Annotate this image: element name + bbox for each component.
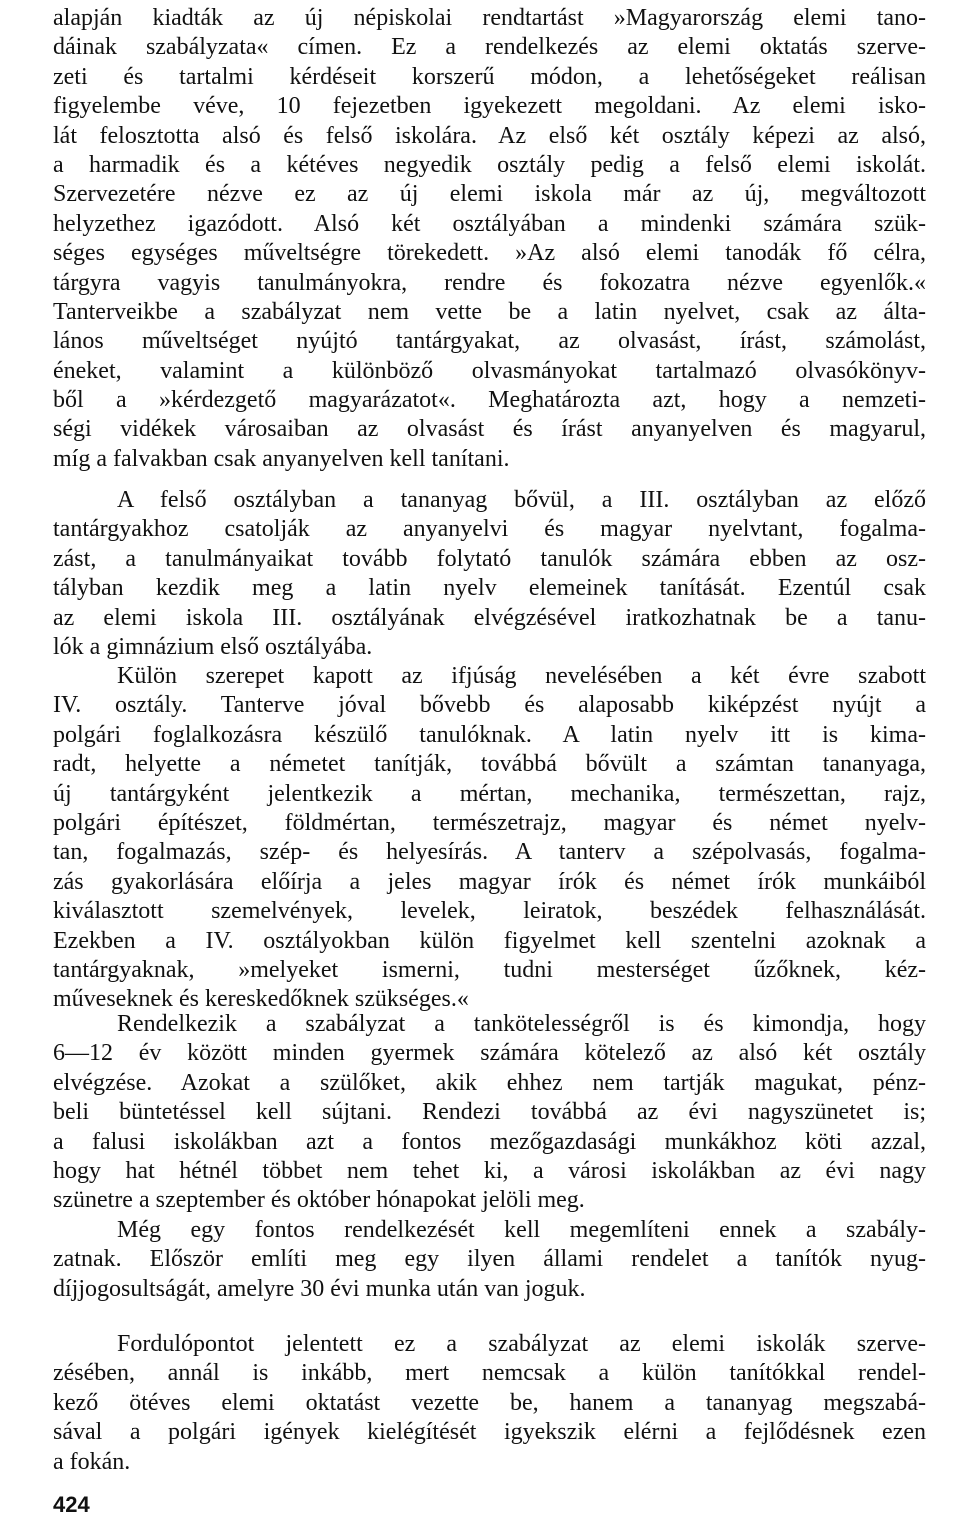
text-line: Tanterveikbe a szabályzat nem vette be a latin nyelvet, csak az álta- bbox=[53, 298, 926, 325]
text-line: hogy hat hétnél többet nem tehet ki, a városi iskolákban az évi nagy bbox=[53, 1157, 926, 1184]
text-line: új tantárgyként jelentkezik a mértan, mechanika, természettan, rajz, bbox=[53, 780, 926, 807]
text-line: lók a gimnázium első osztályába. bbox=[53, 633, 373, 660]
text-line: sával a polgári igények kielégítését igyekszik elérni a fejlődésnek ezen bbox=[53, 1419, 926, 1446]
text-line: zeti és tartalmi kérdéseit korszerű módon, a lehetőségeket reálisan bbox=[53, 63, 926, 90]
text-line: 6—12 év között minden gyermek számára kötelező az alsó két osztály bbox=[53, 1040, 926, 1067]
text-line: Ezekben a IV. osztályokban külön figyelmet kell szentelni azoknak a bbox=[53, 927, 926, 954]
text-line: tályban kezdik meg a latin nyelv elemeinek tanítását. Ezentúl csak bbox=[53, 575, 926, 602]
paragraph bbox=[53, 1010, 926, 1216]
text-line: séges egységes műveltségre törekedett. »Az alsó elemi tanodák fő célra, bbox=[53, 240, 926, 267]
text-line: dáinak szabályzata« címen. Ez a rendelkezés az elemi oktatás szerve- bbox=[53, 34, 926, 61]
text-line: műveseknek és kereskedőknek szükséges.« bbox=[53, 986, 469, 1013]
text-line: zás gyakorlására előírja a jeles magyar írók és német írók munkáiból bbox=[53, 868, 926, 895]
text-line: tan, fogalmazás, szép- és helyesírás. A tanterv a szépolvasás, fogalma- bbox=[53, 839, 926, 866]
page-number: 424 bbox=[53, 1492, 90, 1517]
text-line: a harmadik és a kétéves negyedik osztály pedig a felső elemi iskolát. bbox=[53, 151, 926, 178]
text-line: míg a falvakban csak anyanyelven kell tanítani. bbox=[53, 445, 510, 472]
text-line: zást, a tanulmányaikat tovább folytató tanulók számára ebben az osz- bbox=[53, 545, 926, 572]
paragraph bbox=[53, 486, 926, 662]
paragraph bbox=[53, 4, 926, 474]
text-line: Rendelkezik a szabályzat a tankötelességről is és kimondja, hogy bbox=[117, 1011, 926, 1037]
text-line: IV. osztály. Tanterve jóval bővebb és alaposabb kiképzést nyújt a bbox=[53, 692, 926, 719]
text-line: zésében, annál is inkább, mert nemcsak a külön tanítókkal rendel- bbox=[53, 1360, 926, 1387]
text-line: beli büntetéssel kell sújtani. Rendezi továbbá az évi nagyszünetet is; bbox=[53, 1099, 926, 1126]
text-line: a fokán. bbox=[53, 1448, 131, 1475]
text-line: kező ötéves elemi oktatást vezette be, hanem a tananyag megszabá- bbox=[53, 1389, 926, 1416]
paragraph bbox=[53, 1330, 926, 1477]
text-line: radt, helyette a németet tanítják, továbbá bővült a számtan tananyaga, bbox=[53, 751, 926, 778]
text-line: kiválasztott szemelvények, levelek, leiratok, beszédek felhasználását. bbox=[53, 898, 926, 925]
text-line: tárgyra vagyis tanulmányokra, rendre és fokozatra nézve egyenlők.« bbox=[53, 269, 926, 296]
text-line: elvégzése. Azokat a szülőket, akik ehhez nem tartják magukat, pénz- bbox=[53, 1069, 926, 1096]
text-line: lát felosztotta alsó és felső iskolára. Az első két osztály képezi az alsó, bbox=[53, 122, 926, 149]
text-line: tantárgyakhoz csatolják az anyanyelvi és magyar nyelvtant, fogalma- bbox=[53, 516, 926, 543]
text-line: Külön szerepet kapott az ifjúság nevelésében a két évre szabott bbox=[117, 663, 926, 689]
text-line: zatnak. Először említi meg egy ilyen állami rendelet a tanítók nyug- bbox=[53, 1246, 926, 1273]
text-line: polgári építészet, földmértan, természetrajz, magyar és német nyelv- bbox=[53, 809, 926, 836]
text-line: Szervezetére nézve ez az új elemi iskola már az új, megváltozott bbox=[53, 181, 926, 208]
text-line: alapján kiadták az új népiskolai rendtartást »Magyarország elemi tano- bbox=[53, 5, 926, 31]
text-line: figyelembe véve, 10 fejezetben igyekezett megoldani. Az elemi isko- bbox=[53, 93, 926, 120]
text-line: ségi vidékek városaiban az olvasást és írást anyanyelven és magyarul, bbox=[53, 416, 926, 443]
text-line: A felső osztályban a tananyag bővül, a III. osztályban az előző bbox=[117, 487, 926, 513]
paragraph bbox=[53, 662, 926, 1015]
text-line: díjjogosultságát, amelyre 30 évi munka után van joguk. bbox=[53, 1275, 586, 1302]
text-line: tantárgyaknak, »melyeket ismerni, tudni mesterséget űzőknek, kéz- bbox=[53, 956, 926, 983]
text-line: a falusi iskolákban azt a fontos mezőgazdasági munkákhoz köti azzal, bbox=[53, 1128, 926, 1155]
text-line: Fordulópontot jelentett ez a szabályzat az elemi iskolák szerve- bbox=[117, 1331, 926, 1357]
text-line: lános műveltséget nyújtó tantárgyakat, az olvasást, írást, számolást, bbox=[53, 328, 926, 355]
book-page bbox=[53, 0, 926, 1530]
paragraph bbox=[53, 1216, 926, 1304]
text-line: polgári foglalkozásra készülő tanulóknak. A latin nyelv itt is kima- bbox=[53, 721, 926, 748]
text-line: Még egy fontos rendelkezését kell megemlíteni ennek a szabály- bbox=[117, 1217, 926, 1243]
text-line: éneket, valamint a különböző olvasmányokat tartalmazó olvasókönyv- bbox=[53, 357, 926, 384]
text-line: helyzethez igazódott. Alsó két osztályában a mindenki számára szük- bbox=[53, 210, 926, 237]
text-line: szünetre a szeptember és október hónapokat jelöli meg. bbox=[53, 1187, 585, 1214]
text-line: az elemi iskola III. osztályának elvégzésével iratkozhatnak be a tanu- bbox=[53, 604, 926, 631]
text-line: ből a »kérdezgető magyarázatot«. Meghatározta azt, hogy a nemzeti- bbox=[53, 387, 926, 414]
